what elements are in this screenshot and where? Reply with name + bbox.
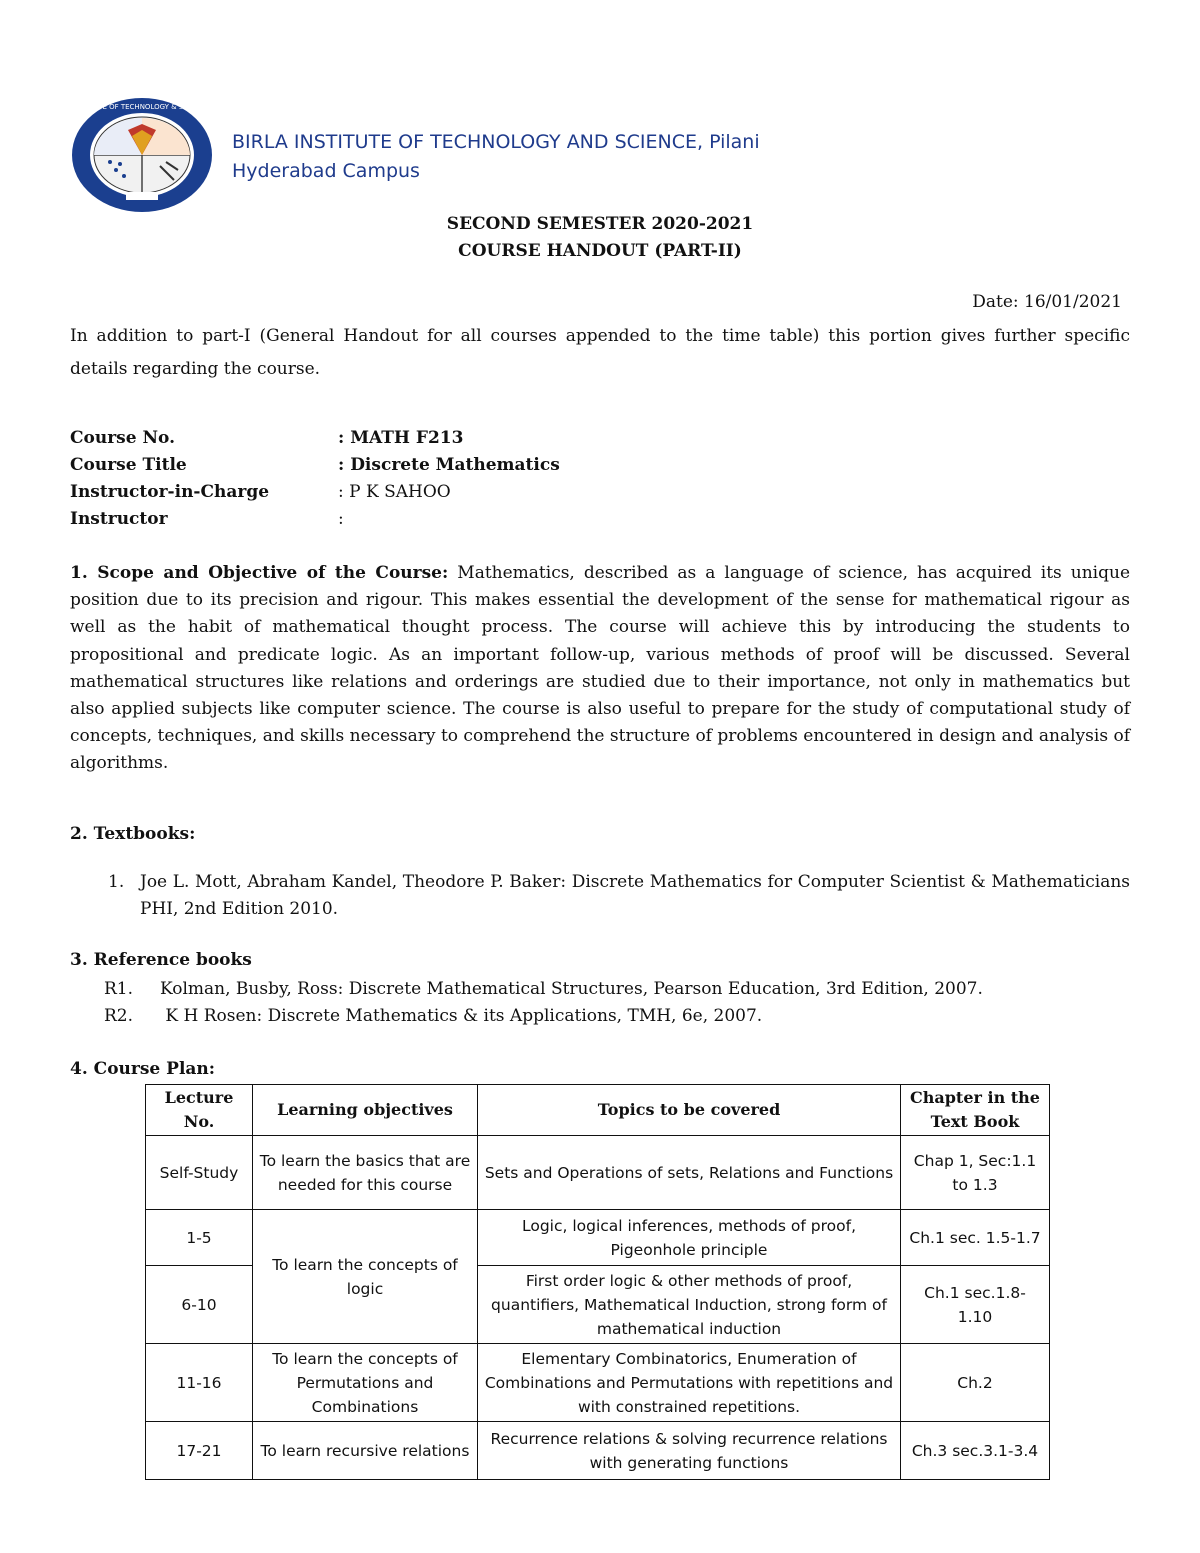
course-no-row: [70, 425, 560, 452]
course-info: [70, 425, 560, 533]
cell-lecture: Self-Study: [146, 1136, 253, 1210]
cell-chapter: Ch.3 sec.3.1-3.4: [901, 1422, 1050, 1480]
instructor-row: [70, 506, 560, 533]
institute-line-1: BIRLA INSTITUTE OF TECHNOLOGY AND SCIENCE, Pilani: [232, 131, 760, 153]
info-label: Course No.: [70, 428, 175, 448]
cell-chapter: Ch.1 sec.1.8-1.10: [901, 1266, 1050, 1344]
intro-paragraph: [70, 320, 1130, 386]
table-row: [146, 1422, 1050, 1480]
references-heading: 3. Reference books: [70, 950, 252, 970]
textbook-number: 1.: [108, 872, 125, 892]
course-title-row: [70, 452, 560, 479]
course-plan-heading: 4. Course Plan:: [70, 1059, 216, 1079]
semester-title: SECOND SEMESTER 2020-2021: [446, 214, 754, 234]
info-value: :: [338, 509, 344, 529]
date-text: Date: 16/01/2021: [972, 292, 1122, 312]
cell-lecture: 17-21: [146, 1422, 253, 1480]
info-value: : P K SAHOO: [338, 482, 451, 502]
textbooks-heading: 2. Textbooks:: [70, 824, 196, 844]
col-header-topics: Topics to be covered: [478, 1085, 901, 1136]
table-row: [146, 1210, 1050, 1266]
institute-name: [232, 128, 760, 186]
info-label: Course Title: [70, 455, 187, 475]
col-header-lecture: Lecture No.: [146, 1085, 253, 1136]
reference-text: Kolman, Busby, Ross: Discrete Mathematical Structures, Pearson Education, 3rd Edition, 2007.: [160, 979, 983, 999]
col-header-chapter: Chapter in the Text Book: [901, 1085, 1050, 1136]
scope-section: [70, 560, 1130, 778]
info-value: : Discrete Mathematics: [338, 455, 560, 475]
cell-objective: To learn the concepts of Permutations and Combinations: [253, 1344, 478, 1422]
cell-objective: To learn the basics that are needed for this course: [253, 1136, 478, 1210]
cell-objective: To learn recursive relations: [253, 1422, 478, 1480]
handout-title: COURSE HANDOUT (PART-II): [458, 241, 742, 261]
scope-text: Mathematics, described as a language of science, has acquired its unique position due to its precision and rigour. This makes essential the development of the sense for mathematical rigour as well as the habit of mathematical thought process. The course will achieve this by introducing the students to propositional and predicate logic. As an important follow-up, various methods of proof will be discussed. Several mathematical structures like relations and orderings are studied due to their importance, not only in mathematics but also applied subjects like computer science. The course is also useful to prepare for the study of computational study of concepts, techniques, and skills necessary to comprehend the structure of problems encountered in design and analysis of algorithms.: [70, 563, 1131, 774]
cell-lecture: 1-5: [146, 1210, 253, 1266]
cell-topics: Elementary Combinatorics, Enumeration of Combinations and Permutations with repetitions and with constrained repetitions.: [478, 1344, 901, 1422]
textbook-text: Joe L. Mott, Abraham Kandel, Theodore P. Baker: Discrete Mathematics for Computer Scientist & Mathematicians PHI, 2nd Edition 2010.: [140, 872, 1130, 919]
info-label: Instructor-in-Charge: [70, 482, 270, 502]
cell-chapter: Chap 1, Sec:1.1 to 1.3: [901, 1136, 1050, 1210]
cell-topics: Recurrence relations & solving recurrence relations with generating functions: [478, 1422, 901, 1480]
scope-heading: 1. Scope and Objective of the Course:: [70, 563, 449, 583]
reference-label: R2.: [104, 1006, 134, 1026]
reference-text: K H Rosen: Discrete Mathematics & its Applications, TMH, 6e, 2007.: [160, 1006, 763, 1026]
cell-topics: Sets and Operations of sets, Relations and Functions: [478, 1136, 901, 1210]
bits-logo: [47, 96, 237, 214]
table-row: [146, 1136, 1050, 1210]
cell-lecture: 6-10: [146, 1266, 253, 1344]
cell-lecture: 11-16: [146, 1344, 253, 1422]
col-header-objectives: Learning objectives: [253, 1085, 478, 1136]
cell-chapter: Ch.2: [901, 1344, 1050, 1422]
institute-line-2: Hyderabad Campus: [232, 160, 420, 182]
reference-item: [104, 979, 983, 999]
course-plan-table: [145, 1084, 1050, 1480]
instructor-in-charge-row: [70, 479, 560, 506]
cell-topics: Logic, logical inferences, methods of proof, Pigeonhole principle: [478, 1210, 901, 1266]
logo-ring-text: BIRLA INSTITUTE OF TECHNOLOGY & SCIENCE, PILANI: [47, 103, 237, 111]
intro-text: In addition to part-I (General Handout for all courses appended to the time table) this portion gives further specific details regarding the course.: [70, 326, 1130, 379]
reference-label: R1.: [104, 979, 134, 999]
cell-topics: First order logic & other methods of proof, quantifiers, Mathematical Induction, strong form of mathematical induction: [478, 1266, 901, 1344]
cell-chapter: Ch.1 sec. 1.5-1.7: [901, 1210, 1050, 1266]
table-row: [146, 1344, 1050, 1422]
textbook-item: [108, 869, 1130, 923]
table-header-row: [146, 1085, 1050, 1136]
info-value: : MATH F213: [338, 428, 464, 448]
info-label: Instructor: [70, 509, 168, 529]
reference-item: [104, 1006, 762, 1026]
cell-objective: To learn the concepts of logic: [253, 1210, 478, 1344]
